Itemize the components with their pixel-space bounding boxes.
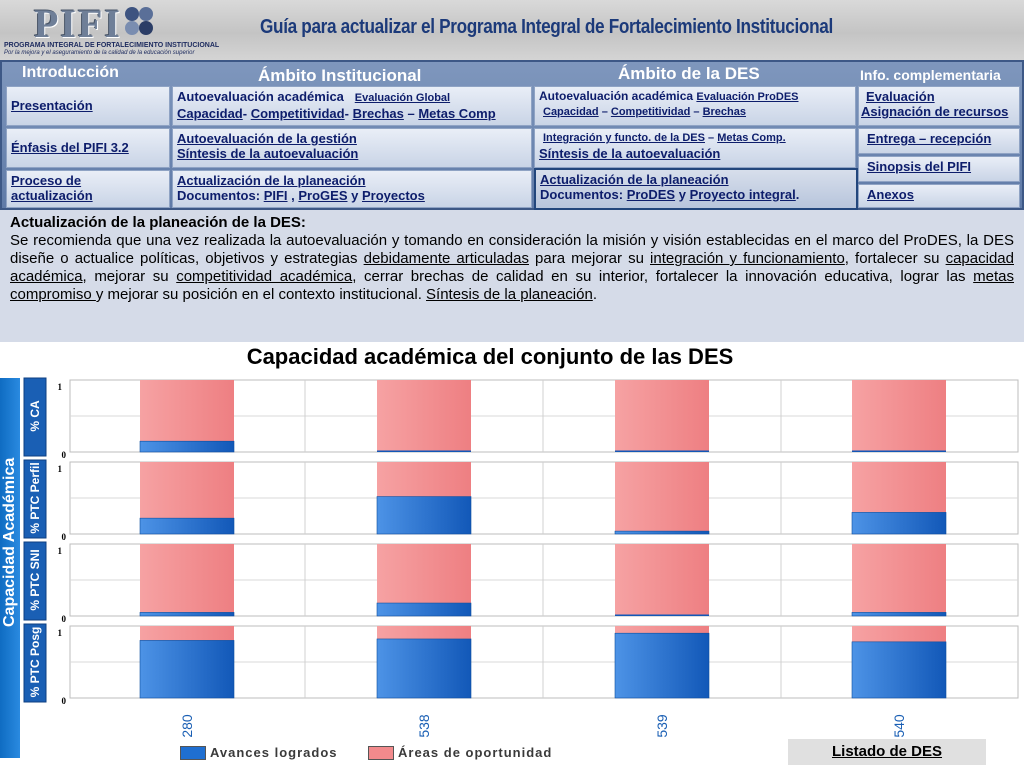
nav-cell-actualizacion-institucional[interactable]: Actualización de la planeación Documentos: PIFI , ProGES y Proyectos: [172, 170, 532, 208]
metas-compromiso-link[interactable]: metas compromiso: [10, 268, 1015, 303]
capacidad-academica-label: Capacidad Académica: [1, 457, 18, 627]
description-text-4: , mejorar su: [82, 268, 177, 285]
proges-link[interactable]: ProGES: [298, 188, 348, 203]
panel-3-bar-538-oportunidad: [377, 544, 471, 603]
panel-3-tick-1: 1: [57, 546, 62, 556]
panel-1-bar-540-avance: [852, 451, 946, 453]
nav-cell-proceso[interactable]: [6, 170, 170, 208]
legend-swatch-areas: [368, 746, 394, 760]
actualizacion-des-link[interactable]: Actualización de la planeación: [540, 172, 729, 187]
panel-1-bar-540-oportunidad: [852, 380, 946, 452]
logo-subtitle: PROGRAMA INTEGRAL DE FORTALECIMIENTO INSTITUCIONAL: [4, 42, 220, 49]
proceso-link-line1[interactable]: Proceso de: [11, 173, 82, 188]
evaluacion-prodes-link[interactable]: Evaluación ProDES: [696, 91, 799, 103]
nav-cell-anexos[interactable]: [858, 184, 1020, 208]
nav-cell-entrega[interactable]: [858, 128, 1020, 154]
evaluacion-global-link[interactable]: Evaluación Global: [354, 92, 451, 104]
panel-2-bar-280-avance: [140, 518, 234, 534]
description-text-6: y mejorar su posición en el contexto institucional.: [95, 286, 427, 303]
capacidad-des-link[interactable]: Capacidad: [543, 106, 599, 118]
panel-3-bar-280-oportunidad: [140, 544, 234, 612]
panel-1-tick-0: 0: [61, 450, 66, 460]
description-box: [0, 210, 1024, 342]
autoevaluacion-gestion-link[interactable]: Autoevaluación de la gestión: [177, 131, 357, 146]
asignacion-recursos-link[interactable]: Asignación de recursos: [861, 104, 1009, 119]
navigation-grid: [0, 60, 1024, 210]
panel-3-bar-539-oportunidad: [615, 544, 709, 616]
integracion-link[interactable]: integración y funcionamiento: [650, 250, 845, 267]
header: [0, 0, 1024, 60]
panel-2-tick-1: 1: [57, 464, 62, 474]
brechas-link[interactable]: Brechas: [352, 106, 404, 121]
brechas-des-link[interactable]: Brechas: [702, 106, 746, 118]
actualizacion-planeacion-link[interactable]: Actualización de la planeación: [177, 173, 366, 188]
panel-2-bar-540-oportunidad: [852, 462, 946, 512]
legend-areas: Áreas de oportunidad: [398, 745, 553, 760]
nav-cell-autoevaluacion-gestion[interactable]: [172, 128, 532, 168]
autoeval-des-label: Autoevaluación académica: [539, 89, 694, 103]
panel-1-bar-280-avance: [140, 441, 234, 452]
prodes-link[interactable]: ProDES: [626, 187, 676, 202]
sintesis-autoevaluacion-link[interactable]: Síntesis de la autoevaluación: [177, 146, 359, 161]
description-text-1: Se recomienda que una vez realizada la autoevaluación y tomando en consideración la misión y visión establecidas en el marco del ProDES, la DES diseñe o actualice políticas, objetivos y estrategias: [10, 232, 1014, 267]
category-label-539: 539: [654, 714, 670, 738]
panel-4-tick-1: 1: [57, 628, 62, 638]
description-text-2: para mejorar su: [528, 250, 651, 267]
panel-2-tick-0: 0: [61, 532, 66, 542]
panel-2-bar-540-avance: [852, 512, 946, 534]
panel-4-bar-539-oportunidad: [615, 626, 709, 633]
competitividad-link[interactable]: Competitividad: [250, 106, 345, 121]
panel-1-label: % CA: [28, 400, 42, 432]
legend-swatch-avances: [180, 746, 206, 760]
proyectos-link[interactable]: Proyectos: [361, 188, 425, 203]
anexos-link[interactable]: Anexos: [867, 187, 914, 202]
category-label-280: 280: [179, 714, 195, 738]
integracion-des-link[interactable]: Integración y functo. de la DES: [543, 132, 705, 144]
panel-3-bar-539-avance: [615, 615, 709, 617]
y-des-label: y: [678, 187, 686, 202]
nav-head-introduccion[interactable]: Introducción: [22, 64, 119, 81]
panel-2-label: % PTC Perfil: [28, 462, 42, 534]
nav-head-ambito-institucional[interactable]: Ámbito Institucional: [258, 66, 422, 85]
panel-3-bar-540-oportunidad: [852, 544, 946, 612]
description-text-3: , fortalecer su: [844, 250, 946, 267]
logo-dots-icon: [122, 4, 162, 44]
y-label: y: [351, 188, 359, 203]
panel-4-bar-539-avance: [615, 633, 709, 698]
panel-2-bar-539-oportunidad: [615, 462, 709, 531]
category-label-538: 538: [416, 714, 432, 738]
nav-cell-sinopsis[interactable]: [858, 156, 1020, 182]
panel-4-bar-540-avance: [852, 642, 946, 698]
sinopsis-pifi-link[interactable]: Sinopsis del PIFI: [867, 159, 972, 174]
metas-comp-link[interactable]: Metas Comp: [418, 106, 496, 121]
entrega-recepcion-link[interactable]: Entrega – recepción: [867, 131, 992, 146]
panel-3-tick-0: 0: [61, 614, 66, 624]
panel-4-bar-538-oportunidad: [377, 626, 471, 639]
panel-2-bar-538-oportunidad: [377, 462, 471, 497]
listado-des-link[interactable]: Listado de DES: [788, 739, 986, 765]
panel-2-bar-280-oportunidad: [140, 462, 234, 518]
nav-cell-autoevaluacion-institucional[interactable]: Autoevaluación académica Evaluación Global Capacidad- Competitividad- Brechas – Metas Comp: [172, 86, 532, 126]
panel-4-label: % PTC Posg: [28, 626, 42, 698]
competitividad-academica-link[interactable]: competitividad académica: [176, 268, 353, 285]
presentacion-link[interactable]: Presentación: [11, 98, 93, 113]
panel-4-bar-280-avance: [140, 640, 234, 698]
panel-4-tick-0: 0: [61, 696, 66, 706]
documentos-label: Documentos:: [177, 188, 261, 203]
pifi-logo: [4, 1, 220, 58]
nav-head-ambito-des[interactable]: Ámbito de la DES: [618, 64, 760, 83]
category-label-540: 540: [891, 714, 907, 738]
nav-cell-enfasis[interactable]: [6, 128, 170, 168]
capacidad-link[interactable]: Capacidad: [177, 106, 243, 121]
description-text-7: .: [592, 286, 597, 303]
sintesis-planeacion-link[interactable]: Síntesis de la planeación: [426, 286, 593, 303]
enfasis-link[interactable]: Énfasis del PIFI 3.2: [11, 140, 129, 155]
panel-4-bar-538-avance: [377, 639, 471, 698]
panel-1-tick-1: 1: [57, 382, 62, 392]
logo-word: PIFI: [34, 1, 122, 46]
proyecto-integral-link[interactable]: Proyecto integral: [689, 187, 796, 202]
panel-1-bar-538-avance: [377, 451, 471, 453]
panel-3-bar-280-avance: [140, 612, 234, 616]
panel-3-label: % PTC SNI: [28, 549, 42, 611]
nav-cell-presentacion[interactable]: [6, 86, 170, 126]
capacidad-academica-link[interactable]: capacidad académica: [10, 250, 1014, 285]
panel-3-bar-540-avance: [852, 612, 946, 616]
nav-cell-integracion-des[interactable]: Integración y functo. de la DES – Metas Comp. Síntesis de la autoevaluación: [534, 128, 856, 168]
logo-tagline: Por la mejora y el aseguramiento de la calidad de la educación superior: [4, 50, 195, 56]
panel-4-bar-280-oportunidad: [140, 626, 234, 640]
metas-comp-des-link[interactable]: Metas Comp.: [717, 132, 786, 144]
sintesis-des-link[interactable]: Síntesis de la autoevaluación: [539, 146, 721, 161]
proceso-link-line2[interactable]: actualización: [11, 188, 93, 203]
panel-1-bar-280-oportunidad: [140, 380, 234, 441]
documentos-des-label: Documentos:: [540, 187, 624, 202]
panel-4-bar-540-oportunidad: [852, 626, 946, 642]
legend-avances: Avances logrados: [210, 745, 338, 760]
pifi-link[interactable]: PIFI: [263, 188, 288, 203]
panel-1-bar-538-oportunidad: [377, 380, 471, 452]
evaluacion-link[interactable]: Evaluación: [866, 89, 935, 104]
page-title: Guía para actualizar el Programa Integral de Fortalecimiento Institucional: [260, 16, 833, 38]
panel-1-bar-539-oportunidad: [615, 380, 709, 452]
nav-cell-autoevaluacion-des[interactable]: Autoevaluación académica Evaluación ProDES Capacidad – Competitividad – Brechas: [534, 86, 856, 126]
chart-title: Capacidad académica del conjunto de las DES: [246, 344, 734, 369]
description-text-5: , cerrar brechas de calidad en su interior, fortalecer la innovación educativa, lograr las: [352, 268, 974, 285]
nav-head-info-complementaria[interactable]: Info. complementaria: [860, 67, 1001, 83]
capacidad-chart: [0, 376, 1024, 738]
articuladas-link[interactable]: debidamente articuladas: [363, 250, 529, 267]
competitividad-des-link[interactable]: Competitividad: [610, 106, 691, 118]
description-heading: Actualización de la planeación de la DES:: [10, 214, 306, 231]
panel-2-bar-538-avance: [377, 497, 471, 534]
panel-2-bar-539-avance: [615, 531, 709, 534]
panel-1-bar-539-avance: [615, 451, 709, 453]
nav-cell-actualizacion-des[interactable]: Actualización de la planeación Documentos: ProDES y Proyecto integral.: [534, 168, 858, 210]
autoeval-label: Autoevaluación académica: [177, 89, 344, 104]
nav-cell-evaluacion[interactable]: [858, 86, 1020, 126]
panel-3-bar-538-avance: [377, 603, 471, 616]
